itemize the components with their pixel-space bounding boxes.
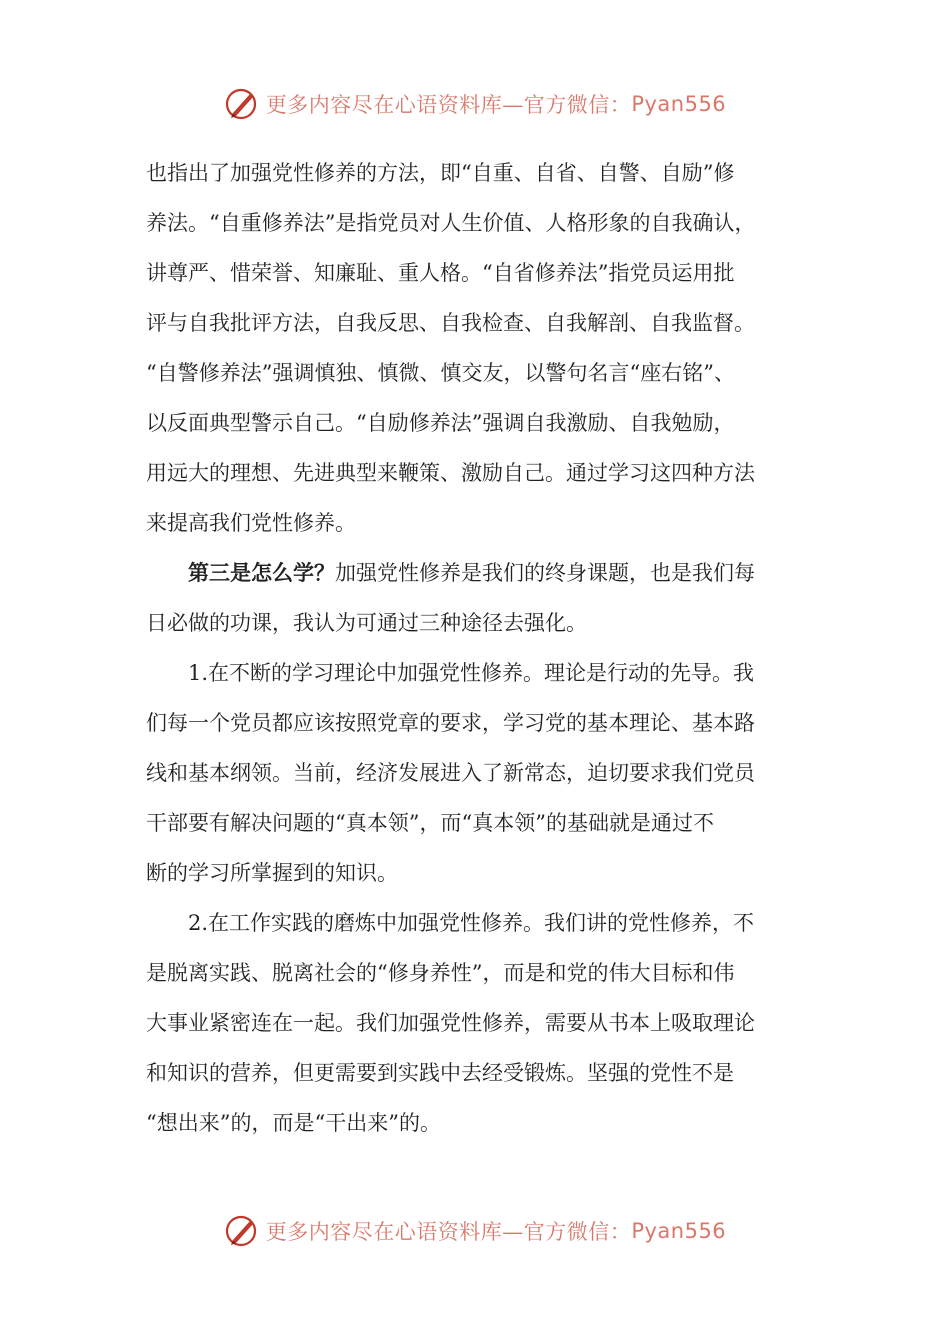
text-line: 也指出了加强党性修养的方法，即“自重、自省、自警、自励”修 — [146, 161, 735, 185]
text-line: 大事业紧密连在一起。我们加强党性修养，需要从书本上吸取理论 — [146, 1011, 755, 1035]
text-line: 断的学习所掌握到的知识。 — [146, 861, 398, 885]
text-line: 来提高我们党性修养。 — [146, 511, 356, 535]
wechat-id: Pyan556 — [631, 1219, 727, 1243]
text-line: “自警修养法”强调慎独、慎微、慎交友，以警句名言“座右铭”、 — [146, 361, 735, 385]
footer-banner — [0, 1211, 950, 1251]
text-line: 线和基本纲领。当前，经济发展进入了新常态，迫切要求我们党员 — [146, 761, 755, 785]
point-two-first-line: 2.在工作实践的磨炼中加强党性修养。我们讲的党性修养，不 — [188, 911, 755, 935]
header-banner — [0, 84, 950, 124]
text-line: 是脱离实践、脱离社会的“修身养性”，而是和党的伟大目标和伟 — [146, 961, 735, 985]
section-heading: 第三是怎么学？ — [188, 560, 335, 585]
section-three-line — [146, 548, 808, 598]
text-line: 和知识的营养，但更需要到实践中去经受锻炼。坚强的党性不是 — [146, 1061, 734, 1085]
text-line: 们每一个党员都应该按照党章的要求，学习党的基本理论、基本路 — [146, 711, 755, 735]
section-text: 加强党性修养是我们的终身课题，也是我们每 — [335, 561, 755, 585]
text-line: “想出来”的，而是“干出来”的。 — [146, 1111, 441, 1135]
text-line: 用远大的理想、先进典型来鞭策、激励自己。通过学习这四种方法 — [146, 461, 755, 485]
text-line: 讲尊严、惜荣誉、知廉耻、重人格。“自省修养法”指党员运用批 — [146, 261, 735, 285]
text-line: 养法。“自重修养法”是指党员对人生价值、人格形象的自我确认， — [146, 211, 756, 235]
text-line: 评与自我批评方法，自我反思、自我检查、自我解剖、自我监督。 — [146, 311, 755, 335]
point-one-first-line: 1.在不断的学习理论中加强党性修养。理论是行动的先导。我 — [188, 661, 755, 685]
banner-text: 更多内容尽在心语资料库—官方微信： — [265, 93, 632, 117]
pen-logo-icon — [224, 1213, 260, 1249]
wechat-id: Pyan556 — [631, 92, 727, 116]
text-line: 日必做的功课，我认为可通过三种途径去强化。 — [146, 611, 587, 635]
text-line: 以反面典型警示自己。“自励修养法”强调自我激励、自我勉励， — [146, 411, 735, 435]
document-body — [146, 148, 808, 1148]
text-line: 干部要有解决问题的“真本领”，而“真本领”的基础就是通过不 — [146, 811, 714, 835]
banner-text: 更多内容尽在心语资料库—官方微信： — [265, 1220, 632, 1244]
pen-logo-icon — [224, 86, 260, 122]
